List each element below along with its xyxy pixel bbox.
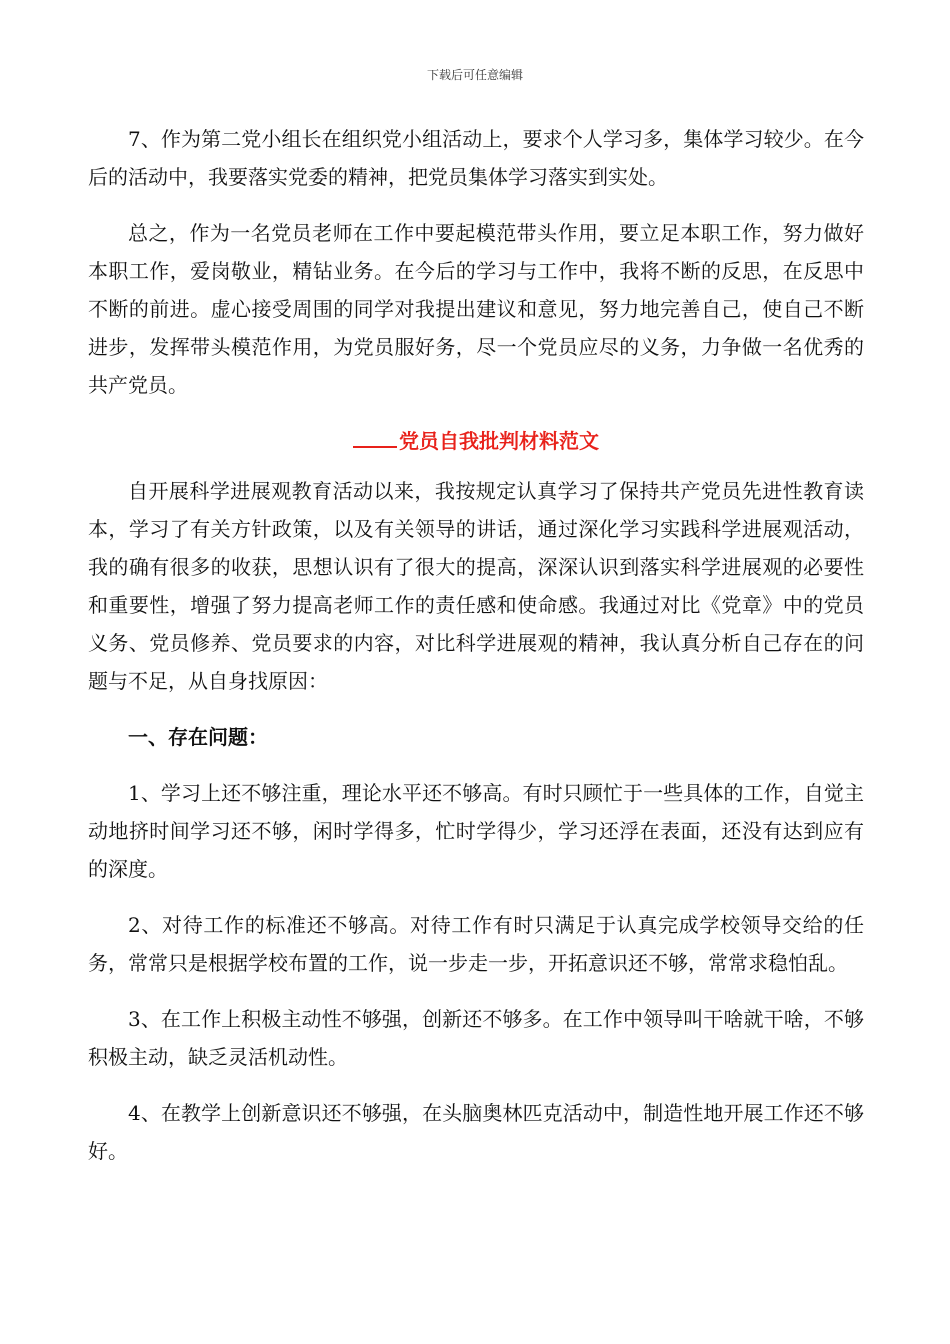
section-title-text: 党员自我批判材料范文 [399,429,599,453]
page-header: 下载后可任意编辑 [426,68,523,82]
problem-item-1: 1、学习上还不够注重，理论水平还不够高。有时只顾忙于一些具体的工作，自觉主动地挤时间学习还不够，闲时学得多，忙时学得少，学习还浮在表面，还没有达到应有的深度。 [88,781,864,881]
document-body [88,120,864,1188]
section-title [88,422,864,460]
paragraph-summary: 总之，作为一名党员老师在工作中要起模范带头作用，要立足本职工作，努力做好本职工作，爱岗敬业，精钻业务。在今后的学习与工作中，我将不断的反思，在反思中不断的前进。虚心接受周围的同学对我提出建议和意见，努力地完善自己，使自己不断进步，发挥带头模范作用，为党员服好务，尽一个党员应尽的义务，力争做一名优秀的共产党员。 [88,221,864,397]
title-blank-underline [353,424,397,448]
problem-item-2: 2、对待工作的标准还不够高。对待工作有时只满足于认真完成学校领导交给的任务，常常只是根据学校布置的工作，说一步走一步，开拓意识还不够，常常求稳怕乱。 [88,913,864,975]
intro-paragraph: 自开展科学进展观教育活动以来，我按规定认真学习了保持共产党员先进性教育读本，学习了有关方针政策，以及有关领导的讲话，通过深化学习实践科学进展观活动，我的确有很多的收获，思想认识有了很大的提高，深深认识到落实科学进展观的必要性和重要性，增强了努力提高老师工作的责任感和使命感。我通过对比《党章》中的党员义务、党员修养、党员要求的内容，对比科学进展观的精神，我认真分析自己存在的问题与不足，从自身找原因： [88,479,864,693]
problem-item-3: 3、在工作上积极主动性不够强，创新还不够多。在工作中领导叫干啥就干啥，不够积极主动，缺乏灵活机动性。 [88,1007,864,1069]
problems-heading: 一、存在问题： [128,725,268,749]
paragraph-7: 7、作为第二党小组长在组织党小组活动上，要求个人学习多，集体学习较少。在今后的活动中，我要落实党委的精神，把党员集体学习落实到实处。 [88,127,864,189]
problem-item-4: 4、在教学上创新意识还不够强，在头脑奥林匹克活动中，制造性地开展工作还不够好。 [88,1101,864,1163]
